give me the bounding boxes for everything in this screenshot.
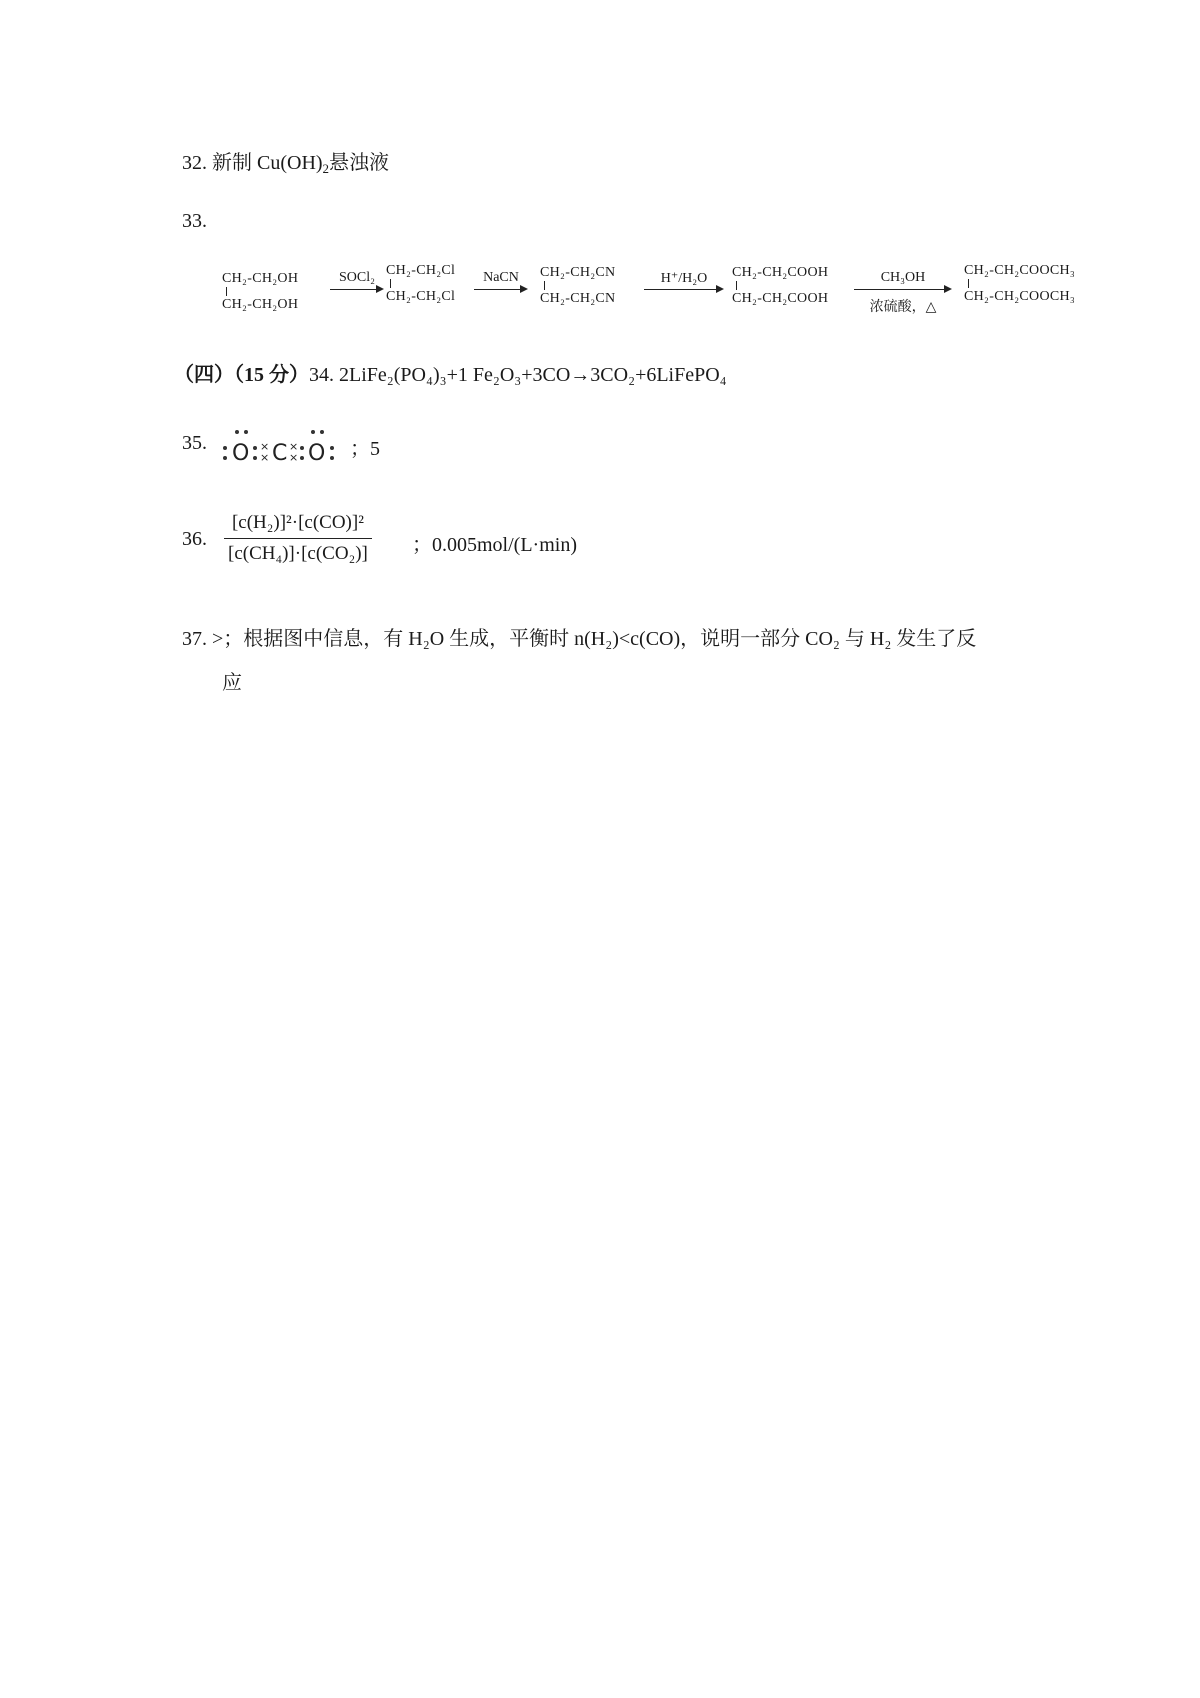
svg-text:×: × (260, 451, 270, 464)
arrow-2 (474, 272, 528, 292)
section4-label: （四）（15 分） (174, 364, 309, 386)
equilibrium-constant-fraction (224, 512, 372, 565)
q32-text-b: 悬浊液 (329, 152, 390, 174)
start-top: CH₂-CH₂OH (222, 271, 299, 286)
arrow-4 (854, 270, 952, 315)
svg-text:×: × (289, 451, 299, 464)
p2-top: CH₂-CH₂CN (540, 265, 616, 280)
q33-reaction-scheme (222, 262, 1122, 322)
q32-text-a: 新制 Cu(OH) (212, 152, 323, 174)
q36-number: 36. (182, 528, 207, 550)
p3-bottom: CH₂-CH₂COOH (732, 291, 829, 306)
co2-electron-dot-structure (220, 428, 370, 464)
reagent-3: H⁺/H₂O (660, 271, 708, 286)
svg-text:O: O (308, 441, 326, 466)
q32-sub: 2 (322, 161, 330, 176)
fraction-numerator: [c(H₂)]²·[c(CO)]² (224, 512, 372, 539)
product-2 (540, 266, 615, 306)
q32-number: 32. (182, 152, 207, 174)
svg-text:×: × (260, 440, 270, 453)
product-1 (386, 264, 455, 304)
p3-top: CH₂-CH₂COOH (732, 265, 829, 280)
product-3 (732, 266, 828, 306)
reagent-4: CH₃OH (880, 270, 926, 285)
svg-text:C: C (272, 441, 288, 466)
reagent-4-condition: 浓硫酸，△ (869, 300, 937, 315)
q35-answer: ；5 (350, 438, 380, 460)
start-bottom: CH₂-CH₂OH (222, 297, 299, 312)
section4-line (174, 358, 727, 387)
q33-number: 33. (182, 210, 207, 232)
start-molecule (222, 272, 298, 312)
q36-answer: ；0.005mol/(L·min) (412, 534, 577, 556)
fraction-denominator: [c(CH₄)]·[c(CO₂)] (228, 543, 368, 564)
q35-number: 35. (182, 432, 207, 454)
p4-bottom: CH₂-CH₂COOCH₃ (964, 289, 1076, 304)
reagent-2: NaCN (483, 270, 519, 285)
p4-top: CH₂-CH₂COOCH₃ (964, 263, 1076, 278)
arrow-3 (644, 272, 724, 292)
p1-bottom: CH₂-CH₂Cl (386, 289, 456, 304)
p2-bottom: CH₂-CH₂CN (540, 291, 616, 306)
q37-line2: 应 (222, 672, 242, 694)
product-4 (964, 264, 1075, 304)
svg-text:O: O (232, 441, 250, 466)
arrow-1 (330, 272, 384, 292)
q34-equation: 34. 2LiFe₂(PO₄)₃+1 Fe₂O₃+3CO→3CO₂+6LiFePO₄ (309, 364, 727, 386)
q37-line1: 37. >；根据图中信息，有 H₂O 生成，平衡时 n(H₂)<c(CO)，说明一部分 CO₂ 与 H₂ 发生了反 (182, 628, 977, 650)
reagent-1: SOCl₂ (338, 270, 375, 285)
svg-text:×: × (289, 440, 299, 453)
q32-line (182, 146, 389, 175)
p1-top: CH₂-CH₂Cl (386, 263, 456, 278)
